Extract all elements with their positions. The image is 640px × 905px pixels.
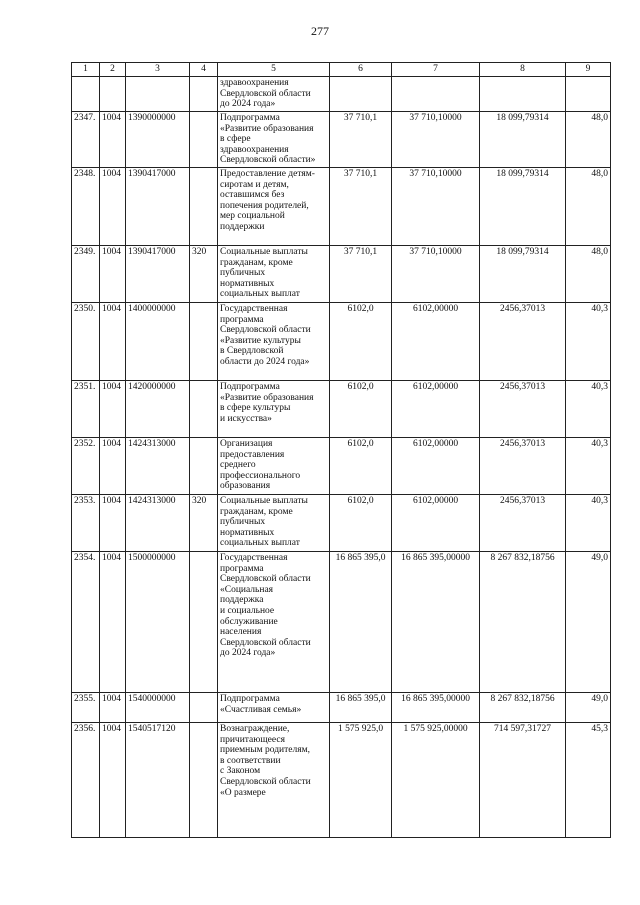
executed-amount: 18 099,79314 — [480, 245, 566, 302]
execution-percent: 40,3 — [566, 437, 611, 494]
planned-amount: 6102,0 — [330, 437, 392, 494]
target-article-code: 1420000000 — [126, 380, 190, 437]
item-name: Вознаграждение, причитающееся приемным родителям, в соответствии с Законом Свердловской области «О размере — [218, 722, 330, 837]
execution-percent: 40,3 — [566, 494, 611, 551]
executed-amount: 2456,37013 — [480, 380, 566, 437]
expense-type-code: 320 — [190, 494, 218, 551]
section-code: 1004 — [100, 551, 126, 692]
row-number: 2351. — [72, 380, 100, 437]
section-code: 1004 — [100, 302, 126, 380]
target-article-code: 1390000000 — [126, 112, 190, 168]
item-name: здравоохранения Свердловской области до 2024 года» — [218, 77, 330, 112]
row-number: 2349. — [72, 245, 100, 302]
column-header-9: 9 — [566, 63, 611, 77]
planned-amount: 6102,0 — [330, 302, 392, 380]
item-name: Государственная программа Свердловской области «Развитие культуры в Свердловской области до 2024 года» — [218, 302, 330, 380]
target-article-code: 1390417000 — [126, 245, 190, 302]
column-header-2: 2 — [100, 63, 126, 77]
table-row — [72, 494, 611, 551]
target-article-code: 1540517120 — [126, 722, 190, 837]
planned-amount: 37 710,1 — [330, 112, 392, 168]
execution-percent: 40,3 — [566, 380, 611, 437]
target-article-code: 1424313000 — [126, 494, 190, 551]
column-header-5: 5 — [218, 63, 330, 77]
item-name: Организация предоставления среднего профессионального образования — [218, 437, 330, 494]
refined-amount — [392, 77, 480, 112]
refined-amount: 1 575 925,00000 — [392, 722, 480, 837]
table-row — [72, 167, 611, 245]
table-row — [72, 722, 611, 837]
executed-amount — [480, 77, 566, 112]
section-code — [100, 77, 126, 112]
planned-amount: 6102,0 — [330, 380, 392, 437]
section-code: 1004 — [100, 494, 126, 551]
expense-type-code — [190, 380, 218, 437]
expense-type-code — [190, 692, 218, 722]
section-code: 1004 — [100, 722, 126, 837]
refined-amount: 37 710,10000 — [392, 167, 480, 245]
section-code: 1004 — [100, 245, 126, 302]
section-code: 1004 — [100, 437, 126, 494]
expense-type-code — [190, 302, 218, 380]
expense-type-code: 320 — [190, 245, 218, 302]
planned-amount: 1 575 925,0 — [330, 722, 392, 837]
table-body — [72, 77, 611, 838]
page-number: 277 — [311, 24, 329, 38]
target-article-code: 1424313000 — [126, 437, 190, 494]
refined-amount: 37 710,10000 — [392, 245, 480, 302]
execution-percent: 48,0 — [566, 167, 611, 245]
section-code: 1004 — [100, 380, 126, 437]
expense-type-code — [190, 167, 218, 245]
target-article-code: 1400000000 — [126, 302, 190, 380]
expense-type-code — [190, 722, 218, 837]
column-header-4: 4 — [190, 63, 218, 77]
section-code: 1004 — [100, 112, 126, 168]
refined-amount: 6102,00000 — [392, 302, 480, 380]
column-header-7: 7 — [392, 63, 480, 77]
target-article-code: 1500000000 — [126, 551, 190, 692]
table-row — [72, 112, 611, 168]
table-header-row — [72, 63, 611, 77]
execution-percent: 49,0 — [566, 551, 611, 692]
executed-amount: 18 099,79314 — [480, 167, 566, 245]
refined-amount: 16 865 395,00000 — [392, 692, 480, 722]
executed-amount: 8 267 832,18756 — [480, 692, 566, 722]
row-number — [72, 77, 100, 112]
section-code: 1004 — [100, 167, 126, 245]
row-number: 2348. — [72, 167, 100, 245]
refined-amount: 6102,00000 — [392, 380, 480, 437]
executed-amount: 18 099,79314 — [480, 112, 566, 168]
expense-type-code — [190, 112, 218, 168]
column-header-8: 8 — [480, 63, 566, 77]
column-header-3: 3 — [126, 63, 190, 77]
expense-type-code — [190, 77, 218, 112]
executed-amount: 2456,37013 — [480, 494, 566, 551]
item-name: Подпрограмма «Счастливая семья» — [218, 692, 330, 722]
table-row — [72, 692, 611, 722]
planned-amount: 16 865 395,0 — [330, 551, 392, 692]
row-number: 2352. — [72, 437, 100, 494]
row-number: 2353. — [72, 494, 100, 551]
row-number: 2354. — [72, 551, 100, 692]
table-row — [72, 437, 611, 494]
refined-amount: 37 710,10000 — [392, 112, 480, 168]
execution-percent: 48,0 — [566, 245, 611, 302]
execution-percent: 45,3 — [566, 722, 611, 837]
executed-amount: 8 267 832,18756 — [480, 551, 566, 692]
item-name: Подпрограмма «Развитие образования в сфере здравоохранения Свердловской области» — [218, 112, 330, 168]
expense-type-code — [190, 551, 218, 692]
planned-amount — [330, 77, 392, 112]
table-row — [72, 302, 611, 380]
item-name: Подпрограмма «Развитие образования в сфере культуры и искусства» — [218, 380, 330, 437]
row-number: 2355. — [72, 692, 100, 722]
executed-amount: 714 597,31727 — [480, 722, 566, 837]
table-row — [72, 77, 611, 112]
refined-amount: 16 865 395,00000 — [392, 551, 480, 692]
row-number: 2350. — [72, 302, 100, 380]
target-article-code: 1390417000 — [126, 167, 190, 245]
executed-amount: 2456,37013 — [480, 437, 566, 494]
target-article-code: 1540000000 — [126, 692, 190, 722]
column-header-6: 6 — [330, 63, 392, 77]
table-row — [72, 551, 611, 692]
planned-amount: 16 865 395,0 — [330, 692, 392, 722]
planned-amount: 37 710,1 — [330, 245, 392, 302]
execution-percent: 40,3 — [566, 302, 611, 380]
row-number: 2347. — [72, 112, 100, 168]
execution-percent — [566, 77, 611, 112]
column-header-1: 1 — [72, 63, 100, 77]
execution-percent: 48,0 — [566, 112, 611, 168]
planned-amount: 6102,0 — [330, 494, 392, 551]
planned-amount: 37 710,1 — [330, 167, 392, 245]
item-name: Социальные выплаты гражданам, кроме публичных нормативных социальных выплат — [218, 245, 330, 302]
refined-amount: 6102,00000 — [392, 494, 480, 551]
item-name: Социальные выплаты гражданам, кроме публичных нормативных социальных выплат — [218, 494, 330, 551]
budget-table — [71, 62, 611, 838]
executed-amount: 2456,37013 — [480, 302, 566, 380]
item-name: Государственная программа Свердловской области «Социальная поддержка и социальное обслуживание населения Свердловской области до 2024 года» — [218, 551, 330, 692]
expense-type-code — [190, 437, 218, 494]
row-number: 2356. — [72, 722, 100, 837]
section-code: 1004 — [100, 692, 126, 722]
table-row — [72, 380, 611, 437]
item-name: Предоставление детям- сиротам и детям, оставшимся без попечения родителей, мер социальной поддержки — [218, 167, 330, 245]
table-row — [72, 245, 611, 302]
execution-percent: 49,0 — [566, 692, 611, 722]
refined-amount: 6102,00000 — [392, 437, 480, 494]
target-article-code — [126, 77, 190, 112]
